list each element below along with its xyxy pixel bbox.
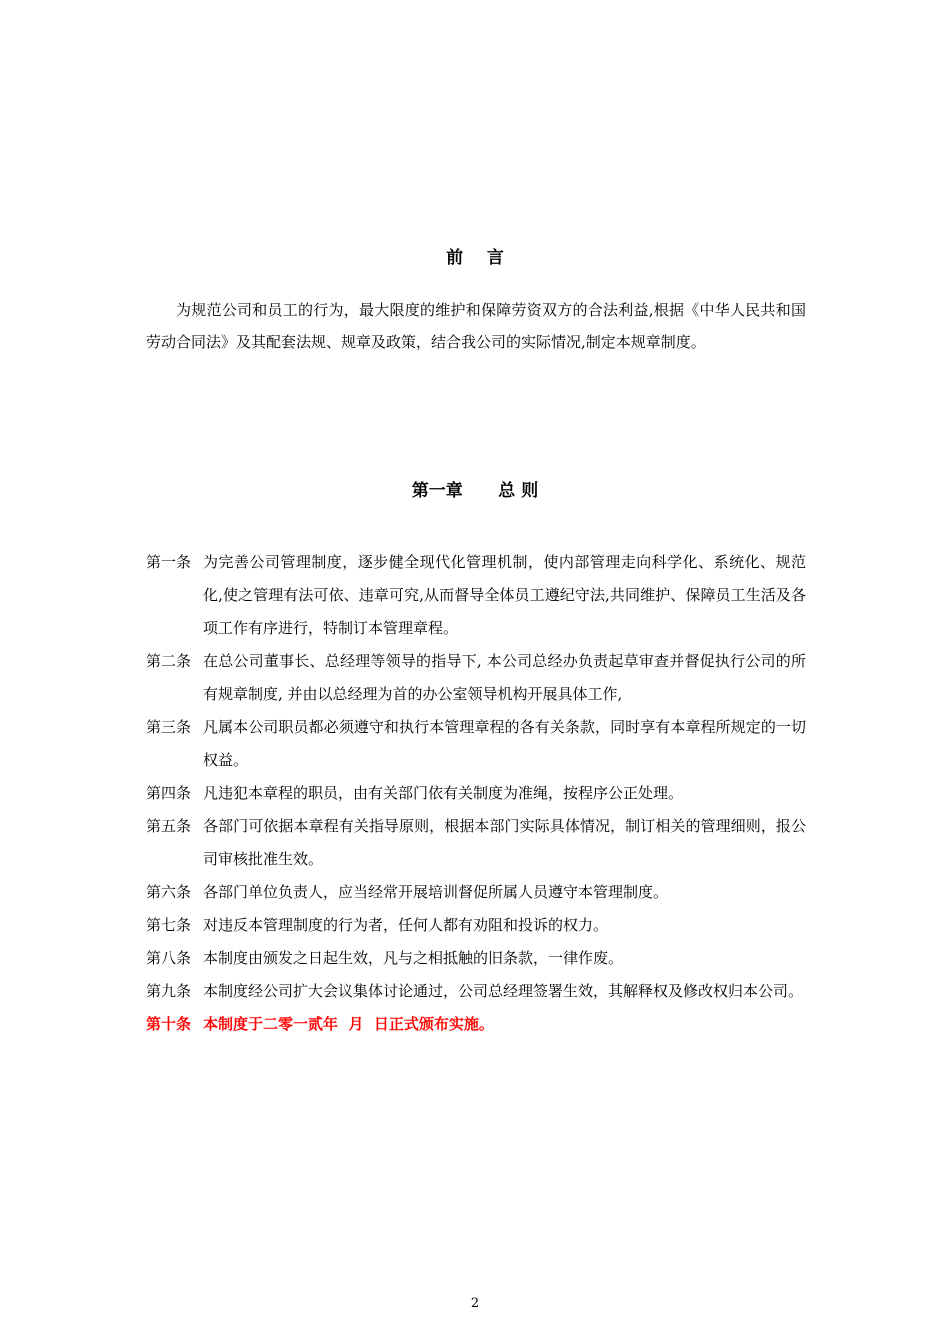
preface-title: 前 言 [446,248,504,268]
article-number: 第八条 [146,949,192,967]
article-text: 凡违犯本章程的职员，由有关部门依有关制度为准绳，按程序公正处理。 [203,784,684,802]
article-number: 第九条 [146,982,192,1000]
article-text: 为完善公司管理制度，逐步健全现代化管理机制，使内部管理走向科学化、系统化、规范化,使之管理有法可依、违章可究,从而督导全体员工遵纪守法,共同维护、保障员工生活及各项工作有序进行，特制订本管理章程。 [203,553,806,637]
article-1 [146,546,806,645]
article-text: 各部门可依据本章程有关指导原则，根据本部门实际具体情况，制订相关的管理细则，报公司审核批准生效。 [203,817,806,868]
page-number: 2 [470,1296,480,1311]
article-number: 第二条 [146,652,192,670]
article-8 [146,942,806,975]
preface-paragraph: 为规范公司和员工的行为，最大限度的维护和保障劳资双方的合法利益,根据《中华人民共和国劳动合同法》及其配套法规、规章及政策，结合我公司的实际情况,制定本规章制度。 [146,301,806,351]
article-5 [146,810,806,876]
article-text: 本制度由颁发之日起生效，凡与之相抵触的旧条款，一律作废。 [203,949,624,967]
article-text: 本制度于二零一贰年 月 日正式颁布实施。 [203,1015,494,1033]
article-7 [146,909,806,942]
article-text: 在总公司董事长、总经理等领导的指导下, 本公司总经办负责起草审查并督促执行公司的所有规章制度, 并由以总经理为首的办公室领导机构开展具体工作, [203,652,806,703]
article-text: 凡属本公司职员都必须遵守和执行本管理章程的各有关条款，同时享有本章程所规定的一切权益。 [203,718,806,769]
chapter-title: 第一章 总 则 [411,481,539,501]
article-3 [146,711,806,777]
article-4 [146,777,806,810]
article-number: 第七条 [146,916,192,934]
article-number: 第十条 [146,1015,192,1033]
article-6 [146,876,806,909]
article-number: 第五条 [146,817,192,835]
article-text: 各部门单位负责人，应当经常开展培训督促所属人员遵守本管理制度。 [203,883,669,901]
article-number: 第三条 [146,718,192,736]
article-number: 第一条 [146,553,192,571]
article-2 [146,645,806,711]
article-10 [146,1008,806,1041]
article-9 [146,975,806,1008]
article-number: 第六条 [146,883,192,901]
article-number: 第四条 [146,784,192,802]
article-text: 本制度经公司扩大会议集体讨论通过，公司总经理签署生效，其解释权及修改权归本公司。 [203,982,804,1000]
article-text: 对违反本管理制度的行为者，任何人都有劝阻和投诉的权力。 [203,916,609,934]
article-list [146,546,806,1041]
